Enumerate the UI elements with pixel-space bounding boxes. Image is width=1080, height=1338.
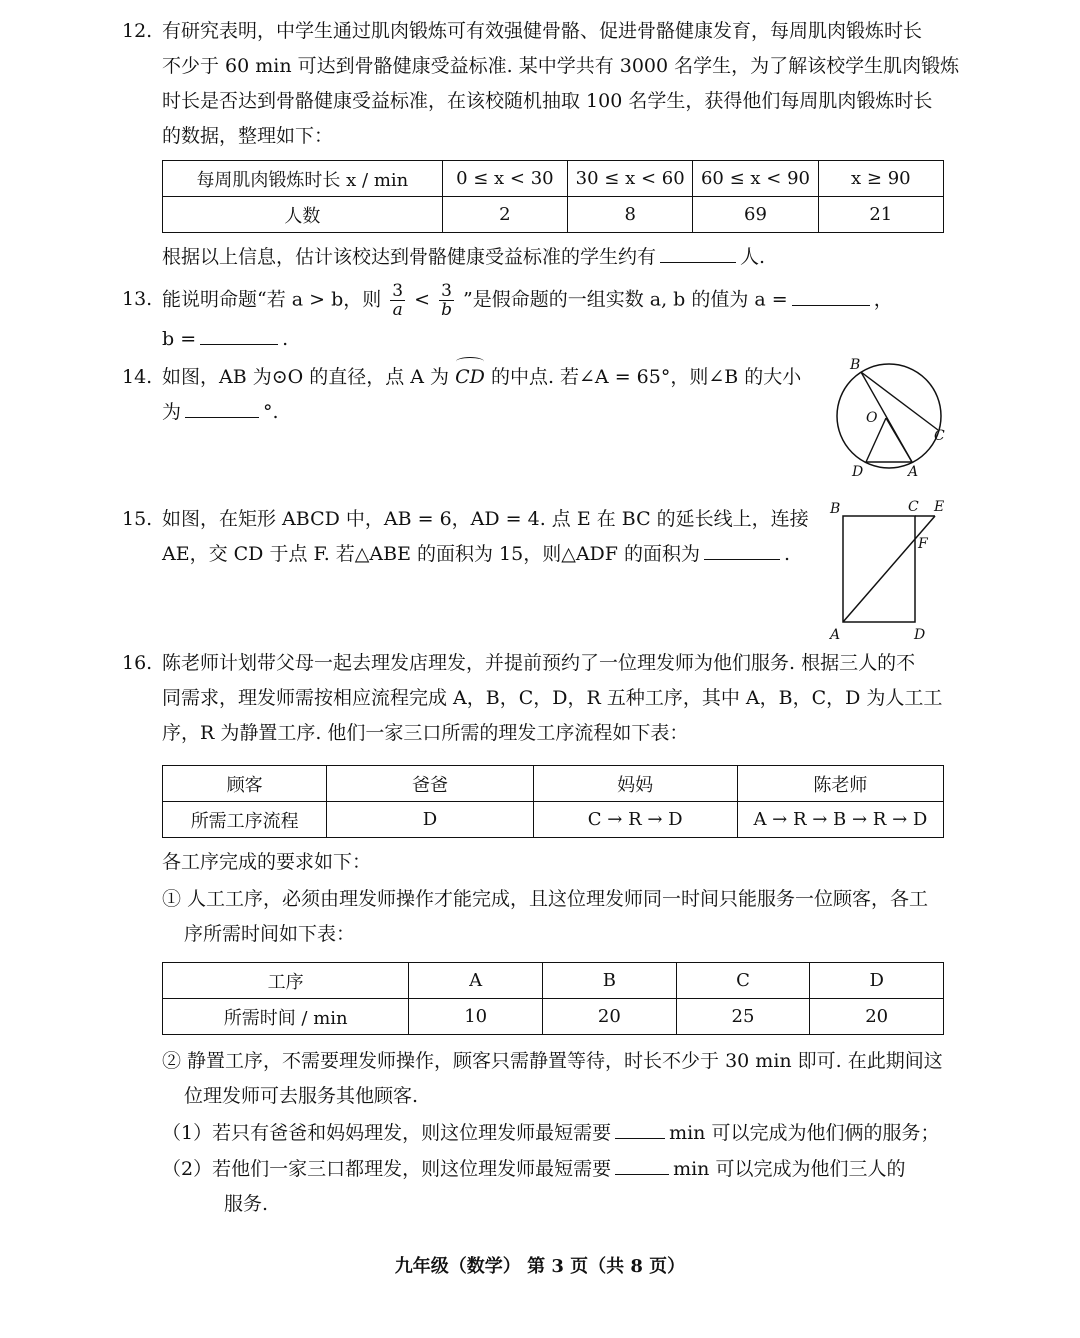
question-16 [122,646,944,751]
text: 根据以上信息，估计该校达到骨骼健康受益标准的学生约有 [162,246,657,268]
table-cell: A [409,963,543,999]
table-cell: 所需工序流程 [163,802,327,838]
text: （2）若他们一家三口都理发，则这位理发师最短需要 [162,1158,612,1180]
text-line: ② 静置工序，不需要理发师操作，顾客只需静置等待，时长不少于 30 min 即可. 在此期间这 [162,1050,943,1072]
text-line: 时长是否达到骨骼健康受益标准，在该校随机抽取 100 名学生，获得他们每周肌肉锻炼时长 [162,90,933,112]
label-e: E [934,499,945,515]
label-a: A [830,627,841,643]
table-cell: 顾客 [163,766,327,802]
rectangle-abcd [843,516,915,622]
segment-ae [843,516,935,622]
table-cell: 陈老师 [737,766,943,802]
text: b = [162,328,197,350]
answer-blank-a[interactable] [792,304,870,306]
table-row [163,999,944,1035]
answer-blank[interactable] [704,558,780,560]
process-time-table [162,962,944,1035]
requirement-1 [162,882,928,952]
question-12 [122,14,960,154]
question-12-answer-line [122,240,944,275]
rectangle-figure [826,496,954,646]
label-c: C [908,499,919,515]
text-line: 如图，在矩形 ABCD 中，AB = 6，AD = 4. 点 E 在 BC 的延长线上，连接 [162,508,809,530]
table-cell: 2 [442,197,567,233]
table-row [163,963,944,999]
answer-blank-b[interactable] [200,343,278,345]
fraction-3-over-a [390,282,405,319]
table-cell: x ≥ 90 [818,161,943,197]
exercise-time-table [162,160,944,233]
label-a: A [908,464,919,480]
label-d: D [852,464,864,480]
table-cell: 工序 [163,963,409,999]
table-row [163,802,944,838]
text: ， [873,288,893,311]
text: min 可以完成为他们三人的 [673,1158,906,1180]
text: min 可以完成为他们俩的服务； [669,1122,940,1144]
table-row [163,766,944,802]
table-cell: 所需时间 / min [163,999,409,1035]
label-d: D [914,627,926,643]
label-b: B [850,357,861,373]
text: 如图，AB 为⊙O 的直径，点 A 为 [162,366,450,388]
table-cell: 25 [676,999,810,1035]
label-b: B [830,501,841,517]
text-line: 位理发师可去服务其他顾客. [184,1085,419,1107]
table-cell: C [676,963,810,999]
table-row [163,197,944,233]
page-footer: 九年级（数学） 第 3 页（共 8 页） [394,1256,686,1277]
text: 能说明命题“若 a > b，则 [162,288,382,311]
table-cell: 妈妈 [533,766,737,802]
text-line: 不少于 60 min 可达到骨骼健康受益标准. 某中学共有 3000 名学生，为了解该校学生肌肉锻炼 [162,55,960,77]
answer-blank[interactable] [185,416,259,418]
requirement-2 [162,1044,943,1114]
table-cell: D [810,963,944,999]
text-line: 服务. [224,1193,269,1215]
question-15 [122,502,812,572]
sub-question-1 [162,1116,939,1151]
table-cell: 10 [409,999,543,1035]
question-number: 12. [122,20,153,42]
answer-blank[interactable] [660,261,736,263]
text: . [282,328,289,350]
circle-o [837,364,941,468]
table-cell: B [543,963,677,999]
answer-blank[interactable] [615,1137,665,1139]
denominator: a [392,300,403,320]
arc-cd: CD [455,360,485,395]
table-cell: 20 [810,999,944,1035]
text: （1）若只有爸爸和妈妈理发，则这位理发师最短需要 [162,1122,612,1144]
text-line: 的数据，整理如下： [162,125,334,147]
text: ”是假命题的一组实数 a, b 的值为 a = [463,288,788,311]
label-f: F [918,536,928,552]
table-cell: A → R → B → R → D [737,802,943,838]
table-cell: 21 [818,197,943,233]
text-line: ① 人工工序，必须由理发师操作才能完成，且这位理发师同一时间只能服务一位顾客，各工 [162,888,929,910]
numerator: 3 [441,281,452,301]
table-cell: 60 ≤ x < 90 [693,161,818,197]
table-cell: C → R → D [533,802,737,838]
table-cell: 30 ≤ x < 60 [568,161,693,197]
text: AE，交 CD 于点 F. 若△ABE 的面积为 15，则△ADF 的面积为 [162,543,700,565]
sub-question-2 [162,1152,905,1222]
label-c: C [934,428,945,444]
text: 人. [740,246,766,268]
table-cell: 爸爸 [327,766,533,802]
table-row [163,161,944,197]
text: 为 [162,401,182,423]
table-cell: 人数 [163,197,443,233]
less-than: < [414,288,431,311]
table-cell: 8 [568,197,693,233]
denominator: b [441,300,452,320]
text-line: 陈老师计划带父母一起去理发店理发，并提前预约了一位理发师为他们服务. 根据三人的不 [162,652,916,674]
label-o: O [866,410,878,426]
table-cell: D [327,802,533,838]
circle-figure [828,352,952,482]
text: °. [263,401,279,423]
text-line: 序所需时间如下表： [184,923,356,945]
text-line: 序，R 为静置工序. 他们一家三口所需的理发工序流程如下表： [162,722,689,744]
process-flow-table [162,765,944,838]
fraction-3-over-b [439,282,454,319]
numerator: 3 [392,281,404,301]
requirements-heading: 各工序完成的要求如下： [162,851,372,873]
question-number: 15. [122,508,153,530]
question-13 [122,282,944,357]
question-14 [122,360,812,430]
table-cell: 69 [693,197,818,233]
table-cell: 20 [543,999,677,1035]
text: . [784,543,791,565]
segment-oa [886,418,912,462]
question-number: 14. [122,366,153,388]
table-cell: 0 ≤ x < 30 [442,161,567,197]
text-line: 有研究表明，中学生通过肌肉锻炼可有效强健骨骼、促进骨骼健康发育，每周肌肉锻炼时长 [162,20,923,42]
answer-blank[interactable] [615,1173,669,1175]
text: 的中点. 若∠A = 65°，则∠B 的大小 [490,366,802,388]
question-number: 13. [122,288,153,310]
question-number: 16. [122,652,153,674]
table-cell: 每周肌肉锻炼时长 x / min [163,161,443,197]
text-line: 同需求，理发师需按相应流程完成 A，B，C，D，R 五种工序，其中 A，B，C，D 为人工工 [162,687,943,709]
